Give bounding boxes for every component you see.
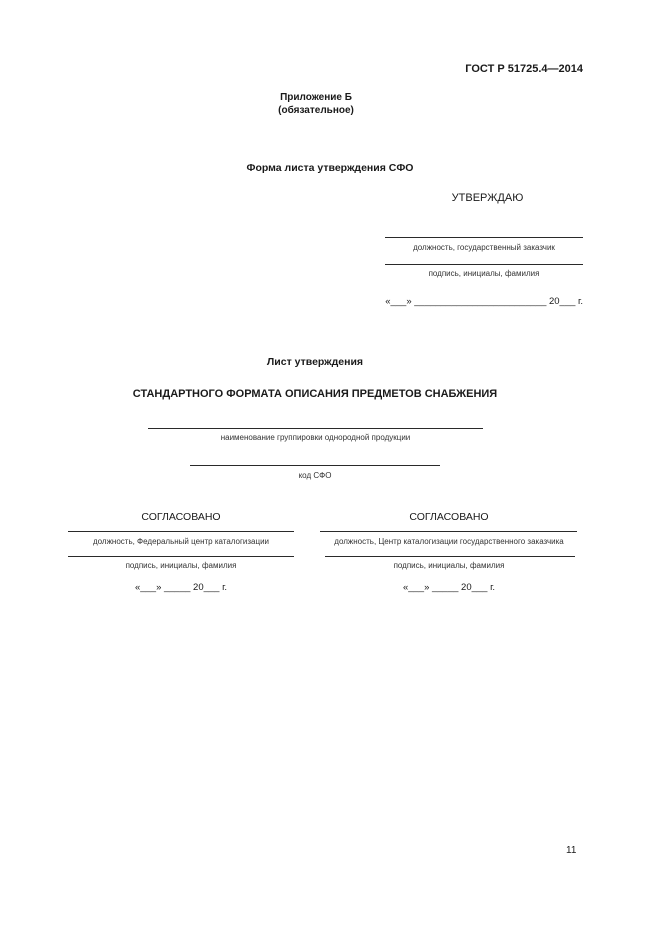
approval-position-caption: должность, государственный заказчик — [413, 243, 555, 252]
agreed-right-date-line: «___» _____ 20___ г. — [402, 582, 496, 593]
sfo-code-caption: код СФО — [298, 471, 332, 480]
agreed-left-signature-caption: подпись, инициалы, фамилия — [125, 561, 237, 570]
agreed-right-heading: СОГЛАСОВАНО — [409, 511, 489, 523]
approval-signature-caption: подпись, инициалы, фамилия — [428, 269, 540, 278]
agreed-right-signature-caption: подпись, инициалы, фамилия — [393, 561, 505, 570]
sfo-code-line — [190, 465, 440, 466]
agreed-left-position-caption: должность, Федеральный центр каталогизации — [92, 537, 270, 546]
product-group-caption: наименование группировки однородной продукции — [220, 433, 411, 442]
annex-heading — [216, 91, 416, 117]
sheet-title: Лист утверждения — [266, 356, 364, 368]
approval-position-line — [385, 237, 583, 238]
agreed-left-heading: СОГЛАСОВАНО — [141, 511, 221, 523]
approval-signature-line — [385, 264, 583, 265]
document-code: ГОСТ Р 51725.4—2014 — [465, 63, 583, 75]
agreed-right-signature-line — [325, 556, 575, 557]
agreed-right-position-line — [320, 531, 577, 532]
product-group-line — [148, 428, 483, 429]
annex-status: (обязательное) — [278, 105, 354, 116]
agreed-left-position-line — [68, 531, 294, 532]
approval-date-line: «___» _________________________ 20___ г. — [385, 296, 583, 307]
agreed-left-date-line: «___» _____ 20___ г. — [134, 582, 228, 593]
standard-title: СТАНДАРТНОГО ФОРМАТА ОПИСАНИЯ ПРЕДМЕТОВ СНАБЖЕНИЯ — [132, 388, 498, 400]
approval-heading: УТВЕРЖДАЮ — [451, 192, 524, 204]
form-title: Форма листа утверждения СФО — [246, 162, 414, 174]
agreed-right-position-caption: должность, Центр каталогизации государственного заказчика — [334, 537, 564, 546]
agreed-left-signature-line — [68, 556, 294, 557]
annex-title: Приложение Б — [280, 92, 352, 103]
page-number: 11 — [566, 845, 577, 856]
